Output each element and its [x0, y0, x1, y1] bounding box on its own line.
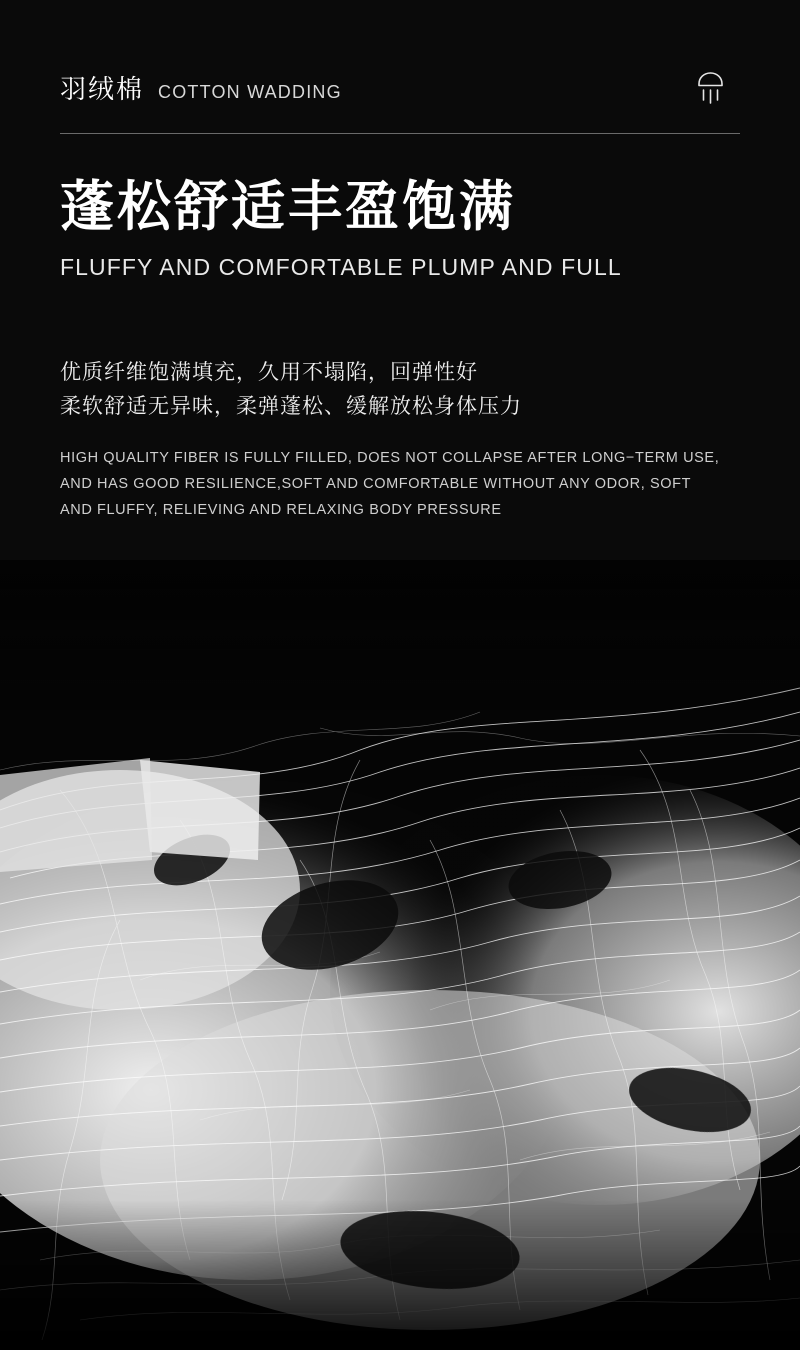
headline-cn: 蓬松舒适丰盈饱满 [60, 177, 516, 237]
brand-name-en: COTTON WADDING [158, 82, 342, 102]
hero-copy [60, 178, 760, 281]
brand-name-cn: 羽绒棉 [60, 74, 145, 104]
description-block [60, 356, 760, 523]
headline-en: FLUFFY AND COMFORTABLE PLUMP AND FULL [60, 254, 622, 281]
description-en: HIGH QUALITY FIBER IS FULLY FILLED, DOES NOT COLLAPSE AFTER LONG−TERM USE, AND HAS GOOD RESILIENCE,SOFT AND COMFORTABLE WITHOUT ANY ODOR, SOFT AND FLUFFY, RELIEVING AND RELAXING BODY PRESSURE [60, 450, 720, 518]
description-cn-line-2: 柔软舒适无异味，柔弹蓬松、缓解放松身体压力 [60, 395, 522, 419]
description-cn-line-1: 优质纤维饱满填充，久用不塌陷，回弹性好 [60, 361, 478, 384]
fiber-closeup-photo [0, 560, 800, 1350]
brand-title [60, 76, 342, 102]
cloud-lines-icon [684, 60, 738, 114]
page-header [60, 72, 740, 134]
